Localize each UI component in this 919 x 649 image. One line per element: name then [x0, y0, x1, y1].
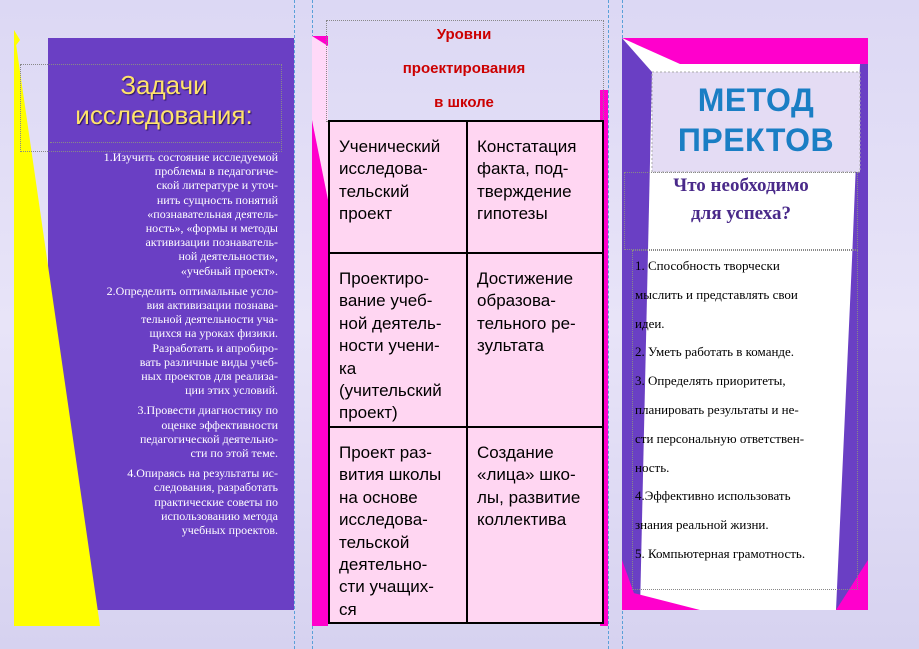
- table-cell: Проект раз- вития школы на основе исследова- тельской деятельно- сти учащих- ся: [330, 428, 468, 622]
- list-item: 2. Уметь работать в команде.: [635, 344, 795, 360]
- heading-line: Уровни: [436, 26, 492, 43]
- panel3-list: [635, 252, 853, 569]
- list-item: 5. Компьютерная грамотность.: [635, 545, 806, 561]
- table-cell: Проектиро- вание учеб- ной деятель- ности учени- ка (учительский проект): [330, 254, 468, 428]
- table-cell: Ученический исследова- тельский проект: [330, 122, 468, 254]
- list-item: 3.Провести диагностику по оценке эффективности педагогической деятельно- сти по этой теме.: [137, 403, 278, 461]
- list-item: 3. Определять приоритеты, планировать результаты и не- сти персональную ответствен- ность.: [635, 373, 805, 475]
- list-item: 2.Определить оптимальные усло- вия активизации познава- тельной деятельности уча- щихся на уроках физики. Разработать и апробиро- вать различные виды учеб- ных проектов для реализа- ции этих условий.: [106, 283, 278, 398]
- table-cell: Констатация факта, под- тверждение гипотезы: [468, 122, 604, 254]
- panel1-title: Задачи исследования:: [75, 70, 253, 130]
- list-item: 4.Опираясь на результаты ис- следования, разработать практические советы по использованию метода учебных проектов.: [127, 466, 278, 538]
- list-item: 1.Изучить состояние исследуемой проблемы в педагогиче- ской литературе и уточ- нить сущность понятий «познавательная деятель- ность», «формы и методы активизации познаватель- ной деятельности», «учебный проект».: [103, 150, 278, 278]
- list-item: 4.Эффективно использовать знания реальной жизни.: [635, 488, 791, 533]
- heading-line: в школе: [434, 94, 494, 111]
- panel3-subtitle: Что необходимо для успеха?: [673, 175, 809, 224]
- table-cell: Достижение образова- тельного ре- зультата: [468, 254, 604, 428]
- list-item: 1. Способность творчески мыслить и представлять свои идеи.: [635, 258, 798, 331]
- brochure-title: МЕТОД ПРЕКТОВ: [677, 82, 835, 158]
- heading-line: проектирования: [402, 60, 526, 77]
- table-cell: Создание «лица» шко- лы, развитие коллектива: [477, 443, 581, 530]
